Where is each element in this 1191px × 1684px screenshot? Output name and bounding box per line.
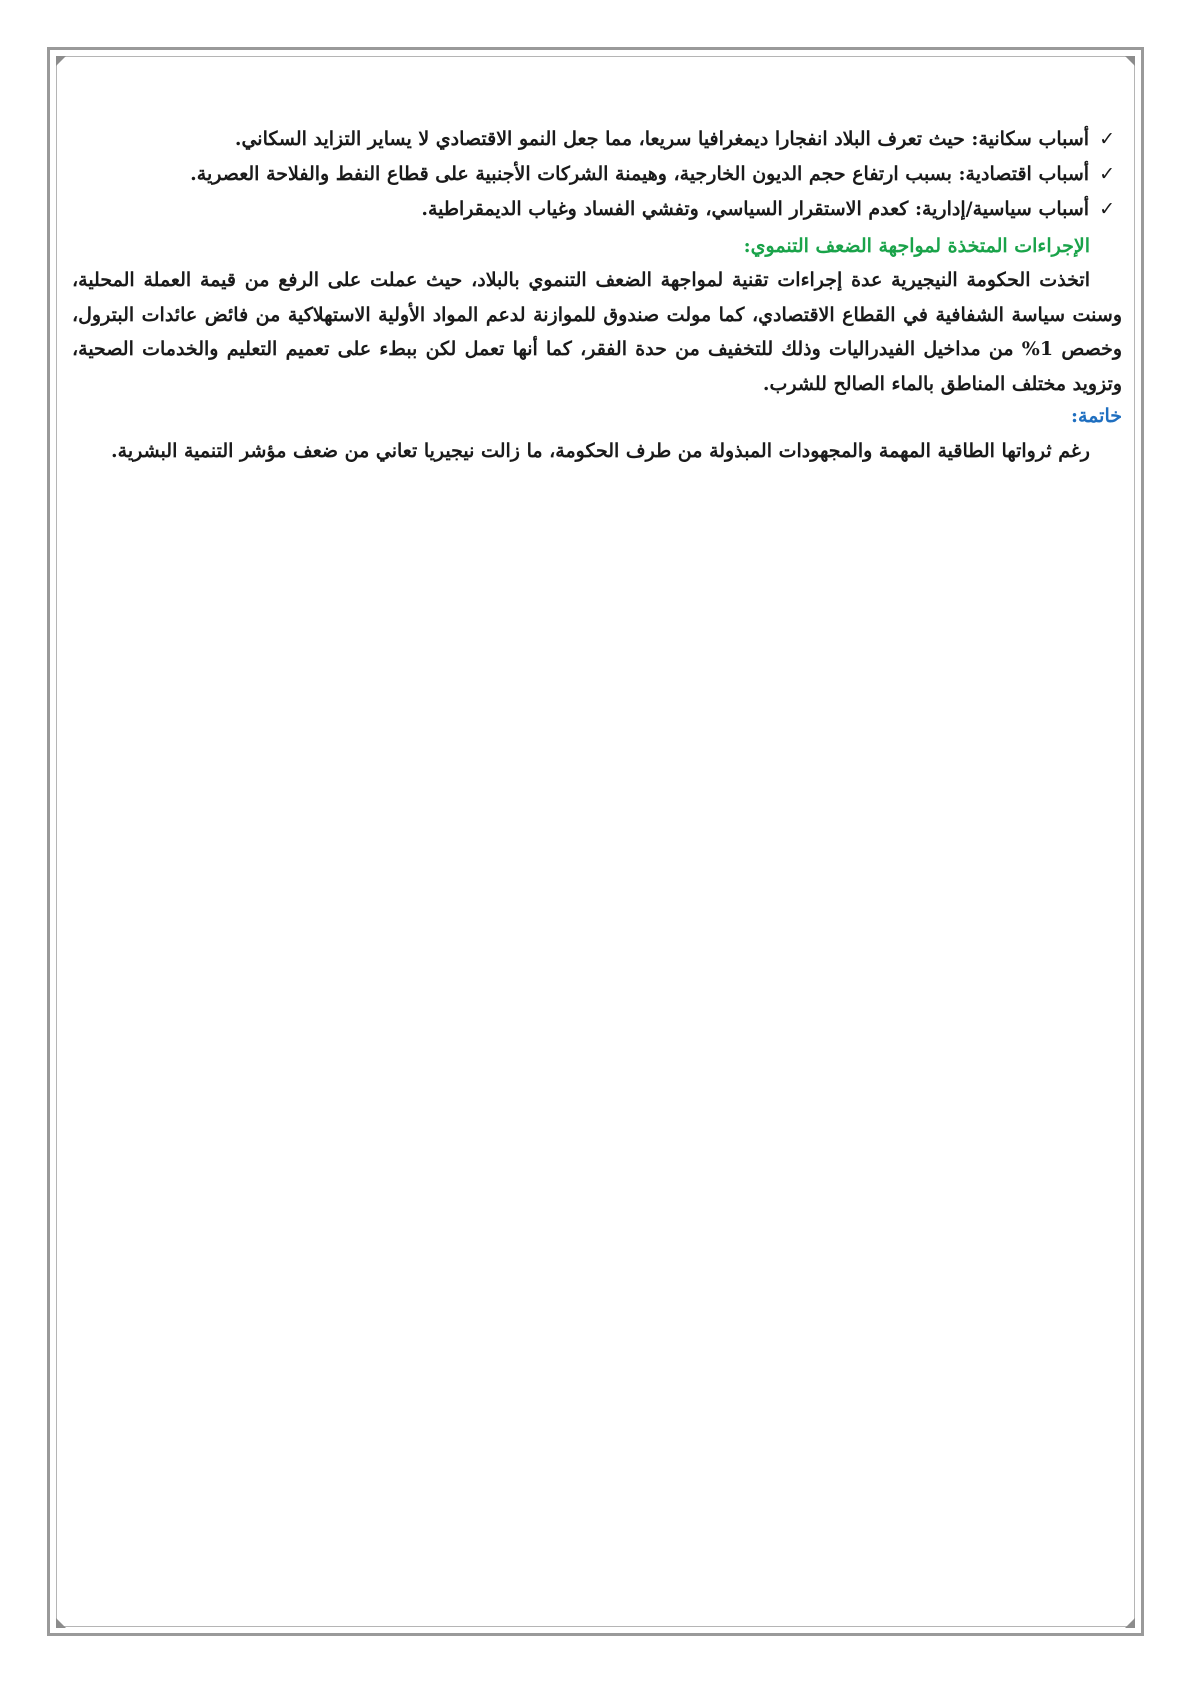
bullet-item-economic <box>72 157 1122 192</box>
section-heading-conclusion: خاتمة: <box>1070 405 1122 427</box>
border-corner-ornament <box>1125 1618 1135 1628</box>
check-icon: ✓ <box>1099 163 1115 185</box>
document-body <box>72 122 1122 471</box>
bullet-item-demographic <box>72 122 1122 157</box>
measures-paragraph-text: اتخذت الحكومة النيجيرية عدة إجراءات تقنية لمواجهة الضعف التنموي بالبلاد، حيث عملت على الرفع من قيمة العملة المحلية، وسنت سياسة الشفافية في القطاع الاقتصادي، كما مولت صندوق للموازنة لدعم المواد الأولية الاستهلاكية من فائض عائدات البترول، وخصص 1% من مداخيل الفيدراليات وذلك للتخفيف من حدة الفقر، كما أنها تعمل لكن ببطء على تعميم التعليم والخدمات الصحية، وتزويد مختلف المناطق بالماء الصالح للشرب. <box>72 269 1122 395</box>
border-corner-ornament <box>56 1618 66 1628</box>
bullet-text: أسباب سياسية/إدارية: كعدم الاستقرار السياسي، وتفشي الفساد وغياب الديمقراطية. <box>421 198 1090 220</box>
bullet-item-political <box>72 192 1122 227</box>
measures-paragraph <box>72 263 1122 401</box>
bullet-text: أسباب اقتصادية: بسبب ارتفاع حجم الديون الخارجية، وهيمنة الشركات الأجنبية على قطاع النفط والفلاحة العصرية. <box>190 163 1090 185</box>
check-icon: ✓ <box>1099 128 1115 150</box>
border-corner-ornament <box>56 56 66 66</box>
section-heading-measures: الإجراءات المتخذة لمواجهة الضعف التنموي: <box>743 235 1090 257</box>
check-icon: ✓ <box>1099 198 1115 220</box>
bullet-text: أسباب سكانية: حيث تعرف البلاد انفجارا ديمغرافيا سريعا، مما جعل النمو الاقتصادي لا يساير التزايد السكاني. <box>234 128 1090 150</box>
border-corner-ornament <box>1125 56 1135 66</box>
conclusion-paragraph: رغم ثرواتها الطاقية المهمة والمجهودات المبذولة من طرف الحكومة، ما زالت نيجيريا تعاني من ضعف مؤشر التنمية البشرية. <box>111 440 1090 462</box>
